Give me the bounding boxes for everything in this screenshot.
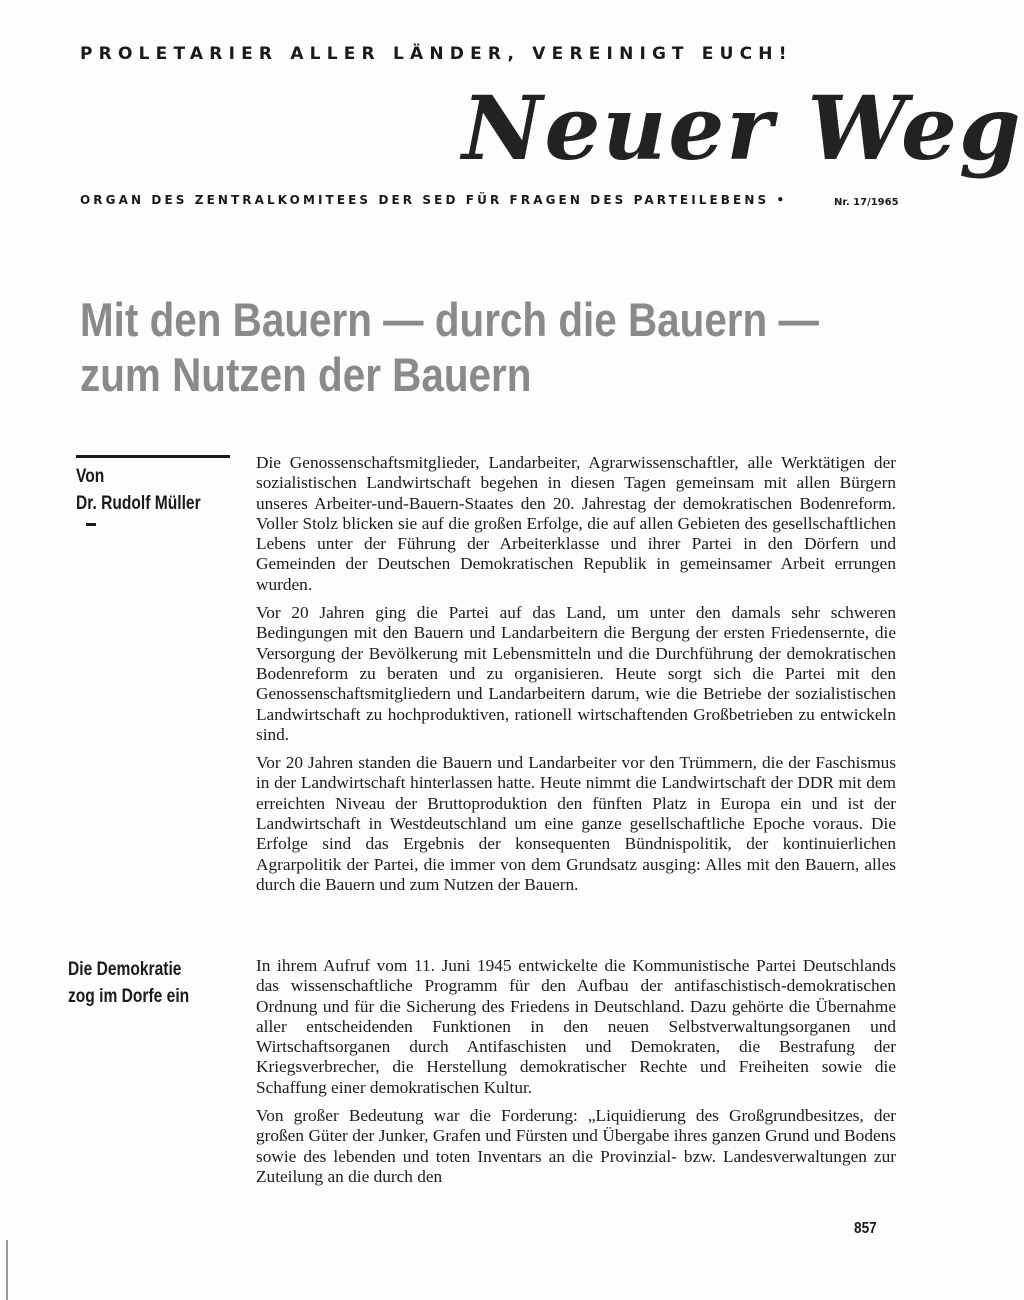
headline-line-2: zum Nutzen der Bauern — [80, 348, 532, 401]
author-name: Dr. Rudolf Müller — [76, 493, 201, 514]
scan-edge-mark — [6, 1240, 8, 1300]
paragraph: Die Genossenschaftsmitglieder, Landarbeiter, Agrarwissenschaftler, alle Werktätigen der sozialistischen Landwirtschaft begehen in diesen Tagen gemeinsam mit allen Bürgern unseres Arbeiter-und-Bauern-Staates den 20. Jahrestag der demokratischen Bodenreform. Voller Stolz blicken sie auf die großen Erfolge, die auf allen Gebieten des gesellschaftlichen Lebens unter der Führung der Arbeiterklasse und ihrer Partei in den Dörfern und Gemeinden der Deutschen Demokratischen Republik in gemeinsamer Arbeit errungen wurden. — [256, 453, 896, 594]
headline-line-1: Mit den Bauern — durch die Bauern — — [80, 293, 819, 346]
author-mark — [86, 523, 96, 526]
article-headline — [80, 292, 819, 402]
paragraph: In ihrem Aufruf vom 11. Juni 1945 entwickelte die Kommunistische Partei Deutschlands das wissenschaftliche Programm für den Aufbau der antifaschistisch-demokratischen Ordnung und für die Sicherung des Friedens in Deutschland. Dazu gehörte die Übernahme aller entscheidenden Funktionen in den neuen Selbstverwaltungsorganen und Wirtschaftsorganen durch Antifaschisten und Demokraten, die Bestrafung der Kriegsverbrecher, die Herstellung demokratischer Rechte und Freiheiten sowie die Schaffung einer demokratischen Kultur. — [256, 956, 896, 1097]
paragraph: Vor 20 Jahren ging die Partei auf das Land, um unter den damals sehr schweren Bedingungen mit den Bauern und Landarbeitern die Bergung der ersten Friedensernte, die Versorgung der Bevölkerung mit Lebensmitteln und die Durchführung der demokratischen Bodenreform zu beraten und zu organisieren. Heute sorgt sich die Partei mit den Genossenschaftsmitgliedern und Landarbeitern darum, wie die Betriebe der sozialistischen Landwirtschaft zu hochproduktiven, rationell wirtschaftenden Großbetrieben zu entwickeln sind. — [256, 603, 896, 744]
section-heading-line-1: Die Demokratie — [68, 959, 182, 980]
paragraph: Von großer Bedeutung war die Forderung: „Liquidierung des Großgrundbesitzes, der großen Güter der Junker, Grafen und Fürsten und Übergabe ihres ganzen Grund und Bodens sowie des lebenden und toten Inventars an die Provinzial- bzw. Landesverwaltungen zur Zuteilung an die durch den — [256, 1106, 896, 1186]
masthead-title: Neuer Weg — [462, 76, 1023, 180]
section-heading-line-2: zog im Dorfe ein — [68, 986, 190, 1007]
author-rule — [76, 455, 230, 458]
issue-number: Nr. 17/1965 — [834, 197, 899, 208]
paragraph: Vor 20 Jahren standen die Bauern und Landarbeiter vor den Trümmern, die der Faschismus in der Landwirtschaft hinterlassen hatte. Heute nimmt die Landwirtschaft der DDR mit dem erreichten Niveau der Bruttoproduktion den fünften Platz in Europa ein und ist der Landwirtschaft in Westdeutschland um eine ganze gesellschaftliche Epoche voraus. Die Erfolge sind das Ergebnis der konsequenten Bündnispolitik, der kontinuierlichen Agrarpolitik der Partei, die immer von dem Grundsatz ausging: Alles mit den Bauern, alles durch die Bauern und zum Nutzen der Bauern. — [256, 753, 896, 894]
article-body-section — [256, 956, 896, 1195]
page-number: 857 — [854, 1220, 877, 1237]
article-body-intro — [256, 453, 896, 903]
slogan: PROLETARIER ALLER LÄNDER, VEREINIGT EUCH! — [80, 44, 793, 64]
organ-subtitle: ORGAN DES ZENTRALKOMITEES DER SED FÜR FRAGEN DES PARTEILEBENS • — [80, 193, 788, 207]
author-prefix: Von — [76, 466, 105, 487]
